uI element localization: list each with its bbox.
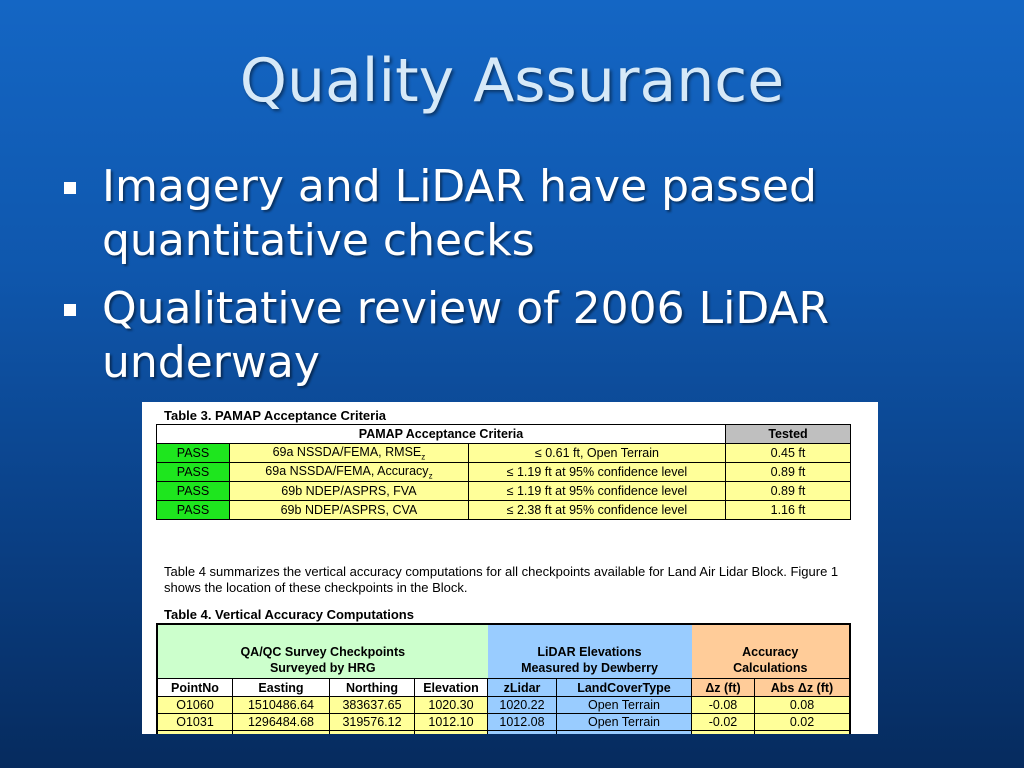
group-header-row (157, 624, 850, 659)
col-pointno: PointNo (157, 679, 233, 697)
summary-paragraph: Table 4 summarizes the vertical accuracy computations for all checkpoints available for Land Air Lidar Block. Figure 1 shows the location of these checkpoints in the Block. (164, 564, 839, 595)
group-accuracy-line1: Accuracy (692, 624, 851, 659)
table-header-row (157, 425, 851, 444)
cell-landcover: Open Terrain (557, 714, 692, 731)
group-lidar-line1: LiDAR Elevations (488, 624, 692, 659)
square-bullet-icon (64, 182, 76, 194)
cell-northing: 383637.65 (330, 697, 415, 714)
tested-cell: 0.89 ft (726, 482, 851, 501)
col-landcover: LandCoverType (557, 679, 692, 697)
bullet-text: Imagery and LiDAR have passed quantitative checks (102, 161, 817, 266)
status-cell: PASS (157, 501, 230, 520)
criterion-cell: 69a NSSDA/FEMA, Accuracy$_z$ (230, 463, 469, 482)
status-cell: PASS (157, 463, 230, 482)
cell-pointno: O1060 (157, 697, 233, 714)
cell-pointno: O1031 (157, 714, 233, 731)
threshold-cell: ≤ 0.61 ft, Open Terrain (468, 444, 725, 463)
cell-zlidar: 1012.08 (488, 714, 557, 731)
table4-caption: Table 4. Vertical Accuracy Computations (164, 607, 414, 622)
threshold-cell: ≤ 2.38 ft at 95% confidence level (468, 501, 725, 520)
col-abs-dz: Abs Δz (ft) (755, 679, 851, 697)
group-survey-line2: Surveyed by HRG (157, 659, 488, 679)
table-row (157, 482, 851, 501)
col-northing: Northing (330, 679, 415, 697)
col-elevation: Elevation (415, 679, 488, 697)
cell-abs-dz: 0.02 (755, 714, 851, 731)
threshold-cell: ≤ 1.19 ft at 95% confidence level (468, 463, 725, 482)
col-dz: Δz (ft) (692, 679, 755, 697)
square-bullet-icon (64, 304, 76, 316)
acceptance-criteria-table (156, 424, 851, 520)
slide-title: Quality Assurance (239, 46, 785, 116)
bullet-item (60, 282, 940, 390)
group-survey-line1: QA/QC Survey Checkpoints (157, 624, 488, 659)
status-cell: PASS (157, 444, 230, 463)
status-cell: PASS (157, 482, 230, 501)
bullet-text: Qualitative review of 2006 LiDAR underway (102, 283, 830, 388)
vertical-accuracy-table (156, 623, 851, 734)
table-row (157, 501, 851, 520)
cell-dz: -0.08 (692, 697, 755, 714)
tested-cell: 1.16 ft (726, 501, 851, 520)
cell-abs-dz: 0.08 (755, 697, 851, 714)
criterion-cell: 69b NDEP/ASPRS, CVA (230, 501, 469, 520)
bullet-list (60, 160, 940, 404)
group-lidar-line2: Measured by Dewberry (488, 659, 692, 679)
tested-cell: 0.45 ft (726, 444, 851, 463)
threshold-cell: ≤ 1.19 ft at 95% confidence level (468, 482, 725, 501)
tested-cell: 0.89 ft (726, 463, 851, 482)
table3-caption: Table 3. PAMAP Acceptance Criteria (164, 408, 387, 423)
cell-zlidar: 1020.22 (488, 697, 557, 714)
table-row (157, 463, 851, 482)
cell-elevation: 1020.30 (415, 697, 488, 714)
header-criteria: PAMAP Acceptance Criteria (157, 425, 726, 444)
cell-northing: 319576.12 (330, 714, 415, 731)
cell-elevation: 1012.10 (415, 714, 488, 731)
col-easting: Easting (233, 679, 330, 697)
criterion-cell: 69b NDEP/ASPRS, FVA (230, 482, 469, 501)
cell-dz: -0.02 (692, 714, 755, 731)
group-header-row (157, 659, 850, 679)
cell-landcover: Open Terrain (557, 697, 692, 714)
embedded-document-image (142, 402, 878, 734)
col-zlidar: zLidar (488, 679, 557, 697)
bullet-item (60, 160, 940, 268)
column-header-row (157, 679, 850, 697)
table-row-cutoff (157, 731, 850, 735)
cell-easting: 1296484.68 (233, 714, 330, 731)
header-tested: Tested (726, 425, 851, 444)
criterion-cell: 69a NSSDA/FEMA, $RMSE_z$ (230, 444, 469, 463)
table-row (157, 697, 850, 714)
table-row (157, 444, 851, 463)
table-row (157, 714, 850, 731)
group-accuracy-line2: Calculations (692, 659, 851, 679)
cell-easting: 1510486.64 (233, 697, 330, 714)
